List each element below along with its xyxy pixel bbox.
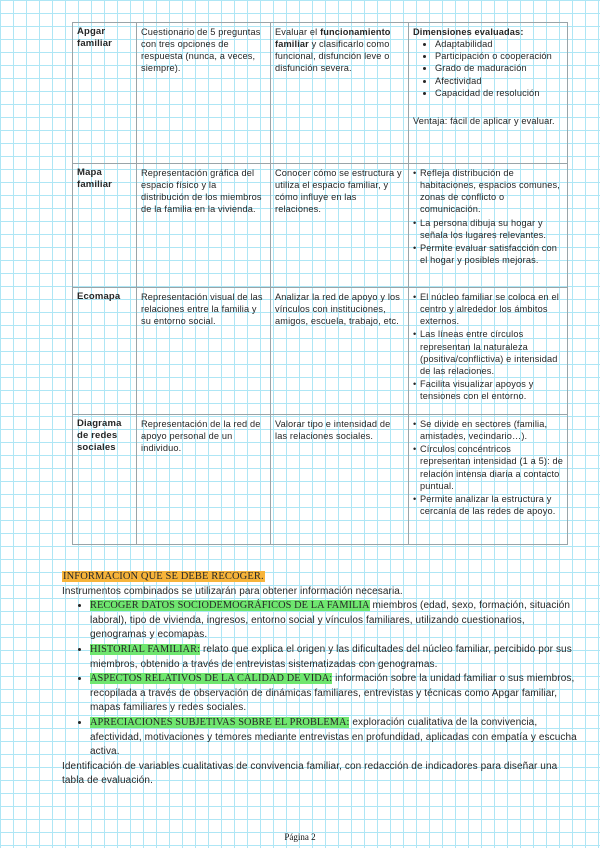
instrument-features <box>409 23 568 164</box>
list-item: • Permite analizar la estructura y cercanía de las redes de apoyo. <box>420 493 564 517</box>
closing-paragraph: Identificación de variables cualitativas de convivencia familiar, con redacción de indicadores para diseñar una tabla de evaluación. <box>62 760 558 787</box>
list-item <box>90 643 577 672</box>
item-text: información sobre la unidad familiar o sus miembros, recopilada a través de observación de dinámicas familiares, entrevistas y técnicas como Apgar familiar, mapas familiares y redes sociales. <box>90 673 575 714</box>
instrument-features <box>409 415 568 545</box>
list-item: • El núcleo familiar se coloca en el centro y alrededor los ámbitos externos. <box>420 291 564 327</box>
list-item: • Permite evaluar satisfacción con el hogar y posibles mejoras. <box>420 242 564 266</box>
dimensions-list <box>413 38 564 99</box>
instrument-name: Ecomapa <box>73 288 137 415</box>
instrument-name: Diagrama de redes sociales <box>73 415 137 545</box>
list-item <box>90 716 577 760</box>
table-row <box>73 23 568 164</box>
instrument-features <box>409 164 568 288</box>
instrument-name: Apgar familiar <box>73 23 137 164</box>
features-list <box>413 418 564 517</box>
list-item: • Facilita visualizar apoyos y tensiones con el entorno. <box>420 378 564 402</box>
instrument-objective: Valorar tipo e intensidad de las relaciones sociales. <box>271 415 409 545</box>
item-label: HISTORIAL FAMILIAR: <box>90 643 201 655</box>
objective-emphasis: funcionamiento familiar <box>275 27 391 50</box>
list-item: • Adaptabilidad <box>435 38 564 50</box>
table-row <box>73 415 568 545</box>
advantage-note: Ventaja: fácil de aplicar y evaluar. <box>413 115 555 126</box>
features-list <box>413 167 564 266</box>
features-list <box>413 291 564 402</box>
list-item: • Refleja distribución de habitaciones, espacios comunes, zonas de conflicto o comunicación. <box>420 167 564 216</box>
table-row <box>73 164 568 288</box>
instrument-description: Representación de la red de apoyo personal de un individuo. <box>137 415 271 545</box>
list-item: • Participación o cooperación <box>435 50 564 62</box>
section-title: INFORMACION QUE SE DEBE RECOGER. <box>63 571 264 582</box>
page-number: Página 2 <box>284 832 316 842</box>
info-list <box>62 599 577 760</box>
list-item <box>90 672 577 716</box>
instrument-description: Representación visual de las relaciones entre la familia y su entorno social. <box>137 288 271 415</box>
instrument-description: Representación gráfica del espacio físico y la distribución de los miembros de la familia en la vivienda. <box>137 164 271 288</box>
item-text: relato que explica el origen y las dificultades del núcleo familiar, percibido por sus miembros, obtenido a través de entrevistas sistematizadas con genogramas. <box>90 643 572 670</box>
info-section <box>62 570 577 789</box>
instrument-objective: Analizar la red de apoyo y los vínculos con instituciones, amigos, escuela, trabajo, etc. <box>271 288 409 415</box>
item-text: miembros (edad, sexo, formación, situación laboral), tipo de vivienda, ingresos, entorno social y vínculos familiares, utilizando cuestionarios, genogramas y ecomapas. <box>90 600 571 641</box>
table-row <box>73 288 568 415</box>
list-item: • Afectividad <box>435 75 564 87</box>
item-label: ASPECTOS RELATIVOS DE LA CALIDAD DE VIDA: <box>90 673 333 685</box>
instrument-objective: Evaluar el funcionamiento familiar y clasificarlo como funcional, disfunción leve o disfunción severa. <box>271 23 409 164</box>
item-text: exploración cualitativa de la convivencia, afectividad, motivaciones y temores mediante entrevistas en profundidad, aplicadas con empatía y escucha activa. <box>90 716 577 758</box>
list-item: • Se divide en sectores (familia, amistades, vecindario…). <box>420 418 564 442</box>
instruments-table <box>72 22 568 545</box>
item-label: APRECIACIONES SUBJETIVAS SOBRE EL PROBLEMA: <box>90 716 350 728</box>
section-title-line <box>62 570 577 585</box>
instrument-objective: Conocer cómo se estructura y utiliza el espacio familiar, y cómo influye en las relaciones. <box>271 164 409 288</box>
list-item <box>90 599 577 643</box>
list-item: • Capacidad de resolución <box>435 87 564 99</box>
instrument-description: Cuestionario de 5 preguntas con tres opciones de respuesta (nunca, a veces, siempre). <box>137 23 271 164</box>
section-intro: Instrumentos combinados se utilizarán para obtener información necesaria. <box>62 585 403 597</box>
dimensions-title: Dimensiones evaluadas: <box>413 27 524 37</box>
list-item: • Grado de maduración <box>435 62 564 74</box>
list-item: • La persona dibuja su hogar y señala los lugares relevantes. <box>420 217 564 241</box>
item-label: RECOGER DATOS SOCIODEMOGRÁFICOS DE LA FAMILIA <box>90 600 370 612</box>
instrument-features <box>409 288 568 415</box>
list-item: • Círculos concéntricos representan intensidad (1 a 5): de relación intensa diaria a contacto puntual. <box>420 443 564 492</box>
list-item: • Las líneas entre círculos representan la naturaleza (positiva/conflictiva) e intensidad de las relaciones. <box>420 328 564 377</box>
instrument-name: Mapa familiar <box>73 164 137 288</box>
